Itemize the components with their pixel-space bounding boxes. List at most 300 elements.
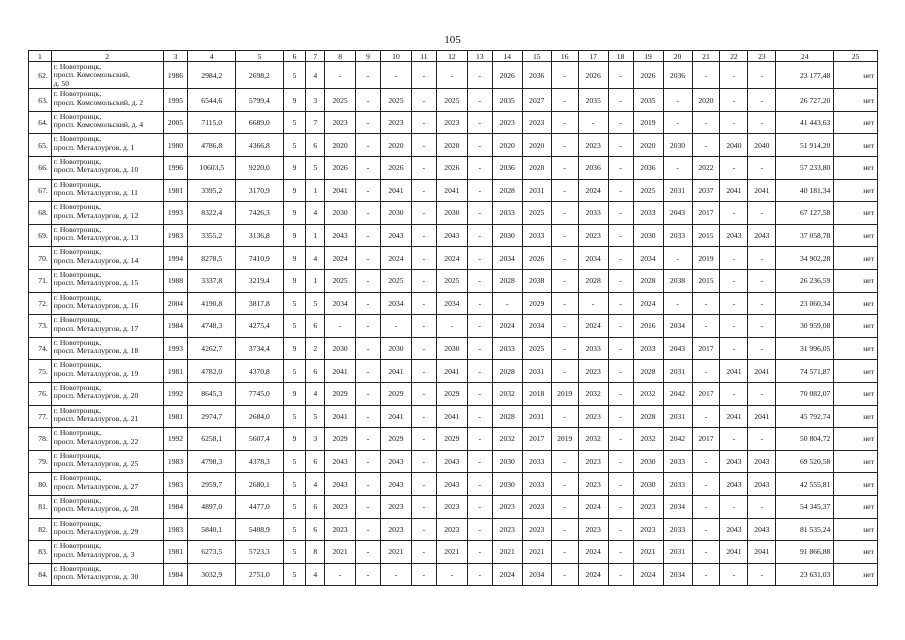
area-cell: 9220,0 [236,157,284,180]
table-cell: - [692,473,720,496]
cost-cell: 23 060,34 [776,292,834,315]
column-header-23: 23 [748,51,776,62]
table-cell: 2023 [380,518,411,541]
table-cell: - [356,405,381,428]
table-cell: - [467,450,492,473]
table-cell: - [720,315,748,338]
table-cell: 1983 [163,473,188,496]
table-cell: - [663,292,692,315]
table-cell: - [412,89,437,112]
table-cell: 2023 [325,518,356,541]
table-cell: 2021 [522,541,551,564]
table-cell: 2043 [325,224,356,247]
table-cell: 2033 [578,337,608,360]
area-cell: 2974,7 [188,405,236,428]
area-cell: 3337,8 [188,269,236,292]
table-cell: 1981 [163,541,188,564]
table-cell: 2037 [692,179,720,202]
table-cell: 2034 [492,247,522,270]
row-number-cell: 66. [29,157,52,180]
table-cell: 5 [283,518,306,541]
row-number-cell: 64. [29,111,52,134]
table-cell: 2036 [578,157,608,180]
table-cell: - [608,360,633,383]
area-cell: 2680,1 [236,473,284,496]
table-cell: - [551,62,578,89]
column-header-18: 18 [608,51,633,62]
table-cell: 4 [306,563,325,586]
table-cell: - [608,541,633,564]
table-cell: 2023 [578,450,608,473]
table-cell: - [608,224,633,247]
row-number-cell: 68. [29,202,52,225]
address-cell: г. Новотроицк, просп. Металлургов, д. 19 [51,360,163,383]
row-number-cell: 65. [29,134,52,157]
address-cell: г. Новотроицк, просп. Металлургов, д. 13 [51,224,163,247]
table-cell: - [551,563,578,586]
table-cell: - [663,111,692,134]
table-cell: 2041 [720,360,748,383]
table-cell: - [551,337,578,360]
table-cell: 2023 [578,360,608,383]
table-cell: - [692,563,720,586]
table-cell: - [467,337,492,360]
table-row [29,563,878,586]
table-cell: - [551,450,578,473]
table-cell: 1996 [163,157,188,180]
cost-cell: 31 996,05 [776,337,834,360]
column-number-row [29,51,878,62]
table-cell: 2017 [522,428,551,451]
table-cell: - [356,62,381,89]
table-cell: - [551,495,578,518]
table-cell: - [356,428,381,451]
table-cell: 5 [283,111,306,134]
table-cell: - [748,495,776,518]
table-cell: 2041 [748,360,776,383]
table-cell: 2031 [663,405,692,428]
table-cell: 1984 [163,495,188,518]
table-cell: - [720,292,748,315]
table-cell: 6 [306,360,325,383]
table-cell: 2032 [578,382,608,405]
table-cell: 9 [283,224,306,247]
table-cell: 3 [306,428,325,451]
table-cell: 2019 [551,428,578,451]
table-cell: 2017 [692,202,720,225]
table-cell: - [467,563,492,586]
table-cell: - [412,179,437,202]
table-cell: 2028 [522,157,551,180]
table-cell: - [551,360,578,383]
table-cell: - [412,360,437,383]
flag-cell: нет [834,495,878,518]
table-cell: - [467,179,492,202]
table-cell: - [608,202,633,225]
table-cell: 2028 [578,269,608,292]
table-cell: - [325,315,356,338]
flag-cell: нет [834,360,878,383]
table-cell: 4 [306,62,325,89]
table-cell: 2033 [522,450,551,473]
cost-cell: 23 631,03 [776,563,834,586]
table-cell: - [692,518,720,541]
column-header-21: 21 [692,51,720,62]
address-cell: г. Новотроицк, просп. Комсомольский, д. 2 [51,89,163,112]
table-cell: 2043 [436,473,467,496]
table-cell: 2034 [522,315,551,338]
table-cell: - [608,382,633,405]
table-cell: - [608,315,633,338]
table-cell: - [356,360,381,383]
table-cell: 2043 [720,518,748,541]
table-cell: 2023 [522,495,551,518]
table-cell: - [356,518,381,541]
area-cell: 7115,0 [188,111,236,134]
table-cell: 2020 [492,134,522,157]
table-cell: - [748,563,776,586]
table-cell: 5 [283,450,306,473]
table-cell: 2033 [492,202,522,225]
table-cell: - [578,111,608,134]
table-cell: - [356,269,381,292]
table-cell: 2041 [748,541,776,564]
address-cell: г. Новотроицк, просп. Металлургов, д. 12 [51,202,163,225]
table-row [29,360,878,383]
table-cell: 2029 [380,382,411,405]
table-cell: 2023 [578,224,608,247]
table-cell: 1983 [163,450,188,473]
area-cell: 5799,4 [236,89,284,112]
area-cell: 8322,4 [188,202,236,225]
row-number-cell: 82. [29,518,52,541]
address-cell: г. Новотроицк, просп. Металлургов, д. 10 [51,157,163,180]
table-cell: - [467,111,492,134]
table-cell: 2043 [436,450,467,473]
area-cell: 7426,3 [236,202,284,225]
table-cell: 2033 [663,450,692,473]
column-header-9: 9 [356,51,381,62]
table-cell: - [467,247,492,270]
table-cell: - [356,382,381,405]
table-cell: 2031 [522,360,551,383]
table-cell: - [356,315,381,338]
table-cell: 2033 [578,202,608,225]
table-row [29,89,878,112]
table-row [29,157,878,180]
table-cell: - [467,315,492,338]
area-cell: 2984,2 [188,62,236,89]
table-row [29,541,878,564]
table-cell: 5 [283,315,306,338]
column-header-22: 22 [720,51,748,62]
table-cell: 2024 [578,541,608,564]
table-cell: - [551,473,578,496]
table-cell: 2043 [325,450,356,473]
table-cell: - [692,292,720,315]
column-header-11: 11 [412,51,437,62]
table-cell: 2025 [380,269,411,292]
address-cell: г. Новотроицк, просп. Металлургов, д. 3 [51,541,163,564]
table-row [29,224,878,247]
table-cell: - [692,62,720,89]
table-cell: 1984 [163,315,188,338]
table-cell: 5 [283,134,306,157]
table-cell: 1994 [163,247,188,270]
table-cell: 1993 [163,337,188,360]
table-cell: - [412,495,437,518]
table-cell: - [608,450,633,473]
area-cell: 2684,0 [236,405,284,428]
cost-cell: 67 127,58 [776,202,834,225]
table-cell: - [356,473,381,496]
table-cell: 2031 [663,179,692,202]
table-cell: 2034 [663,563,692,586]
cost-cell: 81 535,24 [776,518,834,541]
table-cell: - [692,450,720,473]
table-cell: - [720,495,748,518]
table-cell: - [412,541,437,564]
table-cell: 2043 [436,224,467,247]
area-cell: 5840,1 [188,518,236,541]
area-cell: 4190,8 [188,292,236,315]
row-number-cell: 80. [29,473,52,496]
table-cell: 7 [306,111,325,134]
table-cell: - [692,405,720,428]
table-cell: - [356,202,381,225]
column-header-17: 17 [578,51,608,62]
table-cell: 2034 [578,247,608,270]
address-cell: г. Новотроицк, просп. Металлургов, д. 18 [51,337,163,360]
table-row [29,382,878,405]
table-cell: - [748,111,776,134]
table-cell: 2023 [492,111,522,134]
table-cell: 2017 [692,428,720,451]
table-cell: 2024 [492,563,522,586]
table-cell: 9 [283,269,306,292]
table-cell: 2033 [663,224,692,247]
table-cell: - [551,405,578,428]
table-cell: 2043 [748,224,776,247]
table-cell: 1983 [163,224,188,247]
column-header-12: 12 [436,51,467,62]
table-cell: 2027 [522,89,551,112]
table-cell: 2030 [492,473,522,496]
area-cell: 3136,8 [236,224,284,247]
table-cell: 2041 [748,405,776,428]
column-header-7: 7 [306,51,325,62]
table-cell: 2031 [522,179,551,202]
table-cell: 2025 [522,202,551,225]
table-cell: 2043 [380,224,411,247]
area-cell: 2698,2 [236,62,284,89]
table-cell: - [356,111,381,134]
table-cell: 6 [306,134,325,157]
table-cell: 1993 [163,202,188,225]
flag-cell: нет [834,450,878,473]
table-cell: 2041 [436,179,467,202]
table-cell: - [720,269,748,292]
table-cell: 2021 [633,541,663,564]
table-cell: 2026 [492,62,522,89]
area-cell: 4897,0 [188,495,236,518]
table-cell: 2026 [325,157,356,180]
table-cell: - [356,541,381,564]
table-cell: - [551,202,578,225]
table-cell: 2023 [436,495,467,518]
table-cell: 2030 [492,450,522,473]
table-cell: 1988 [163,269,188,292]
table-cell: 2025 [325,269,356,292]
table-cell: 2041 [380,179,411,202]
table-cell: 2043 [663,202,692,225]
table-cell: - [720,337,748,360]
flag-cell: нет [834,202,878,225]
table-cell: 2020 [325,134,356,157]
area-cell: 7745,0 [236,382,284,405]
table-cell: 2024 [633,292,663,315]
housing-repair-table [28,50,878,586]
table-cell: - [467,518,492,541]
table-cell: 2043 [380,473,411,496]
table-cell: 2041 [380,360,411,383]
table-cell: - [436,563,467,586]
table-cell: 2026 [436,157,467,180]
table-cell: 2021 [436,541,467,564]
row-number-cell: 77. [29,405,52,428]
address-cell: г. Новотроицк, просп. Металлургов, д. 20 [51,382,163,405]
table-row [29,134,878,157]
table-cell: 2029 [325,382,356,405]
table-cell: - [551,269,578,292]
table-cell: - [551,179,578,202]
table-cell: 1995 [163,89,188,112]
table-cell: 2041 [720,541,748,564]
table-cell: 2035 [633,89,663,112]
area-cell: 3170,9 [236,179,284,202]
table-cell: - [551,134,578,157]
table-cell: 2034 [522,563,551,586]
table-cell: 2026 [380,157,411,180]
table-cell: 4 [306,202,325,225]
area-cell: 4782,0 [188,360,236,383]
table-cell: - [412,134,437,157]
table-cell: 9 [283,179,306,202]
cost-cell: 51 914,20 [776,134,834,157]
table-cell: 2035 [492,89,522,112]
table-cell: 2023 [578,473,608,496]
table-cell: - [356,179,381,202]
table-cell: 2030 [380,337,411,360]
table-cell: 2041 [380,405,411,428]
table-cell: 1986 [163,62,188,89]
table-row [29,111,878,134]
table-cell: 5 [306,157,325,180]
table-cell: - [412,269,437,292]
cost-cell: 26 727,20 [776,89,834,112]
address-cell: г. Новотроицк, просп. Комсомольский, д. 50 [51,62,163,89]
table-cell: - [692,315,720,338]
column-header-6: 6 [283,51,306,62]
table-cell: 2034 [663,315,692,338]
table-cell: - [720,62,748,89]
table-cell: 2020 [380,134,411,157]
table-cell: 2020 [522,134,551,157]
table-cell: - [608,89,633,112]
table-cell: 2020 [692,89,720,112]
table-cell: 2043 [748,450,776,473]
table-cell: 5 [306,292,325,315]
table-row [29,315,878,338]
address-cell: г. Новотроицк, просп. Металлургов, д. 14 [51,247,163,270]
flag-cell: нет [834,428,878,451]
table-cell: - [325,62,356,89]
row-number-cell: 79. [29,450,52,473]
cost-cell: 42 555,81 [776,473,834,496]
table-cell: 2017 [692,337,720,360]
table-cell: 2004 [163,292,188,315]
table-cell: - [692,134,720,157]
table-cell: - [551,111,578,134]
column-header-25: 25 [834,51,878,62]
table-cell: 1 [306,179,325,202]
table-cell: - [578,292,608,315]
table-cell: 1981 [163,179,188,202]
table-cell: 2029 [325,428,356,451]
table-cell: - [748,247,776,270]
column-header-24: 24 [776,51,834,62]
table-cell: 2023 [380,111,411,134]
table-cell: - [356,247,381,270]
row-number-cell: 74. [29,337,52,360]
area-cell: 5408,9 [236,518,284,541]
table-cell: - [551,224,578,247]
row-number-cell: 62. [29,62,52,89]
row-number-cell: 72. [29,292,52,315]
address-cell: г. Новотроицк, просп. Металлургов, д. 17 [51,315,163,338]
table-cell: 2040 [748,134,776,157]
table-cell: 2023 [522,518,551,541]
table-cell: - [748,292,776,315]
table-cell: 6 [306,495,325,518]
table-cell: 2030 [492,224,522,247]
table-cell: - [412,292,437,315]
row-number-cell: 63. [29,89,52,112]
table-cell: 2043 [748,473,776,496]
table-row [29,179,878,202]
table-cell: 2031 [663,541,692,564]
table-row [29,428,878,451]
column-header-19: 19 [633,51,663,62]
address-cell: г. Новотроицк, просп. Металлургов, д. 29 [51,518,163,541]
table-cell: 2040 [720,134,748,157]
table-cell: 2033 [492,337,522,360]
table-cell: - [467,157,492,180]
table-row [29,473,878,496]
table-cell: 2024 [578,563,608,586]
table-cell: - [720,202,748,225]
table-cell: 2028 [633,269,663,292]
area-cell: 6258,1 [188,428,236,451]
table-cell: 2028 [492,405,522,428]
table-cell: - [356,563,381,586]
column-header-20: 20 [663,51,692,62]
table-cell: 2029 [380,428,411,451]
table-cell: 2041 [325,179,356,202]
flag-cell: нет [834,473,878,496]
table-cell: - [608,157,633,180]
area-cell: 8278,5 [188,247,236,270]
